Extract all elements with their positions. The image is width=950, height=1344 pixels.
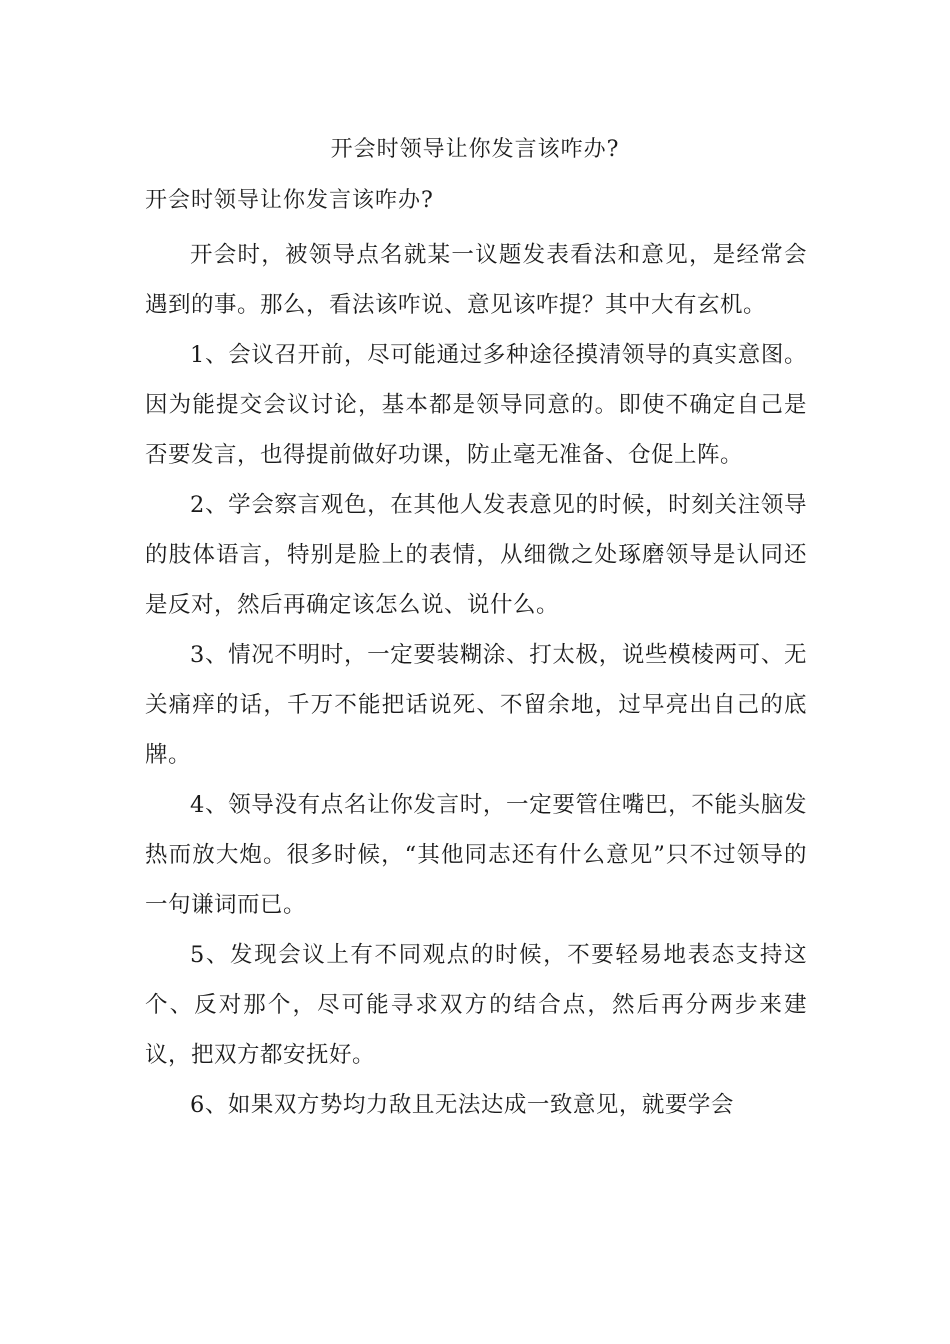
document-body (145, 230, 807, 1130)
paragraph-point-2: 2、学会察言观色，在其他人发表意见的时候，时刻关注领导的肢体语言，特别是脸上的表情，从细微之处琢磨领导是认同还是反对，然后再确定该怎么说、说什么。 (145, 492, 807, 618)
paragraph-point-5: 5、发现会议上有不同观点的时候，不要轻易地表态支持这个、反对那个，尽可能寻求双方的结合点，然后再分两步来建议，把双方都安抚好。 (145, 942, 807, 1068)
paragraph-intro: 开会时，被领导点名就某一议题发表看法和意见，是经常会遇到的事。那么，看法该咋说、意见该咋提？其中大有玄机。 (145, 242, 807, 318)
document-title: 开会时领导让你发言该咋办? (330, 137, 620, 162)
paragraph-point-1: 1、会议召开前，尽可能通过多种途径摸清领导的真实意图。因为能提交会议讨论，基本都是领导同意的。即使不确定自己是否要发言，也得提前做好功课，防止毫无准备、仓促上阵。 (145, 342, 807, 468)
paragraph-point-3: 3、情况不明时，一定要装糊涂、打太极，说些模棱两可、无关痛痒的话，千万不能把话说死、不留余地，过早亮出自己的底牌。 (145, 642, 807, 768)
paragraph-point-6: 6、如果双方势均力敌且无法达成一致意见，就要学会 (190, 1092, 734, 1118)
document-subtitle: 开会时领导让你发言该咋办? (145, 188, 434, 213)
paragraph-point-4: 4、领导没有点名让你发言时，一定要管住嘴巴，不能头脑发热而放大炮。很多时候，“其他同志还有什么意见”只不过领导的一句谦词而已。 (145, 792, 807, 918)
